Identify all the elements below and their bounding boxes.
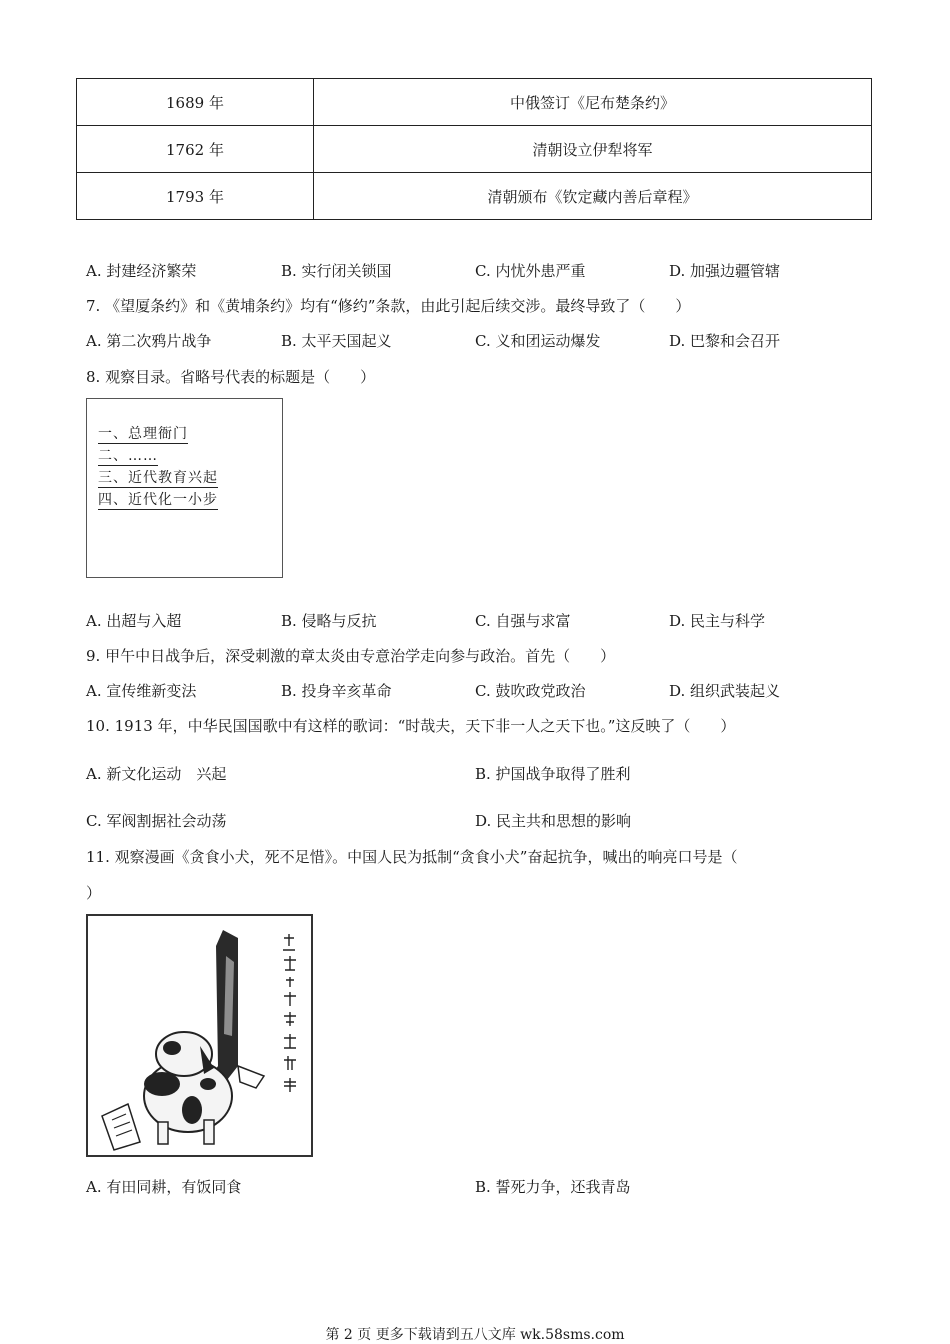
handwritten-caption [283,934,296,1092]
q6-option-c[interactable]: C. 内忧外患严重 [475,262,586,280]
q9-stem: 9. 甲午中日战争后，深受刺激的章太炎由专意治学走向参与政治。首先（ ） [86,647,616,665]
flag-shape [238,1066,264,1088]
dog-eye-patch [163,1041,181,1055]
q7-stem: 7. 《望厦条约》和《黄埔条约》均有“修约”条款，由此引起后续交涉。最终导致了（ ） [86,297,691,315]
q11-stem: 11. 观察漫画《贪食小犬，死不足惜》。中国人民为抵制“贪食小犬”奋起抗争，喊出的响亮口号是（ [86,848,738,866]
dog-spot [182,1096,202,1124]
q10-stem: 10. 1913 年，中华民国国歌中有这样的歌词：“时哉夫，天下非一人之天下也。”这反映了（ ） [86,717,736,735]
year-cell: 1689 年 [77,79,314,126]
q8-option-d[interactable]: D. 民主与科学 [669,612,766,630]
event-cell: 清朝颁布《钦定藏内善后章程》 [314,173,872,220]
dog-spot [200,1078,216,1090]
page-footer: 第 2 页 更多下载请到五八文库 wk.58sms.com [325,1327,625,1343]
events-table [76,78,872,220]
toc-item: 二、…… [98,448,158,464]
q11-option-a[interactable]: A. 有田同耕，有饭同食 [86,1178,242,1196]
table-of-contents-image [86,398,283,578]
year-cell: 1793 年 [77,173,314,220]
document-paper [102,1104,140,1150]
q7-option-c[interactable]: C. 义和团运动爆发 [475,332,601,350]
q6-option-a[interactable]: A. 封建经济繁荣 [86,262,197,280]
table-row [77,79,872,126]
cartoon-image [86,914,313,1157]
dog-leg [204,1120,214,1144]
q11-option-b[interactable]: B. 誓死力争，还我青岛 [475,1178,631,1196]
event-cell: 中俄签订《尼布楚条约》 [314,79,872,126]
toc-item: 三、近代教育兴起 [98,470,218,486]
q8-stem: 8. 观察目录。省略号代表的标题是（ ） [86,368,376,386]
q8-option-c[interactable]: C. 自强与求富 [475,612,571,630]
q9-option-c[interactable]: C. 鼓吹政党政治 [475,682,586,700]
table-row [77,173,872,220]
q6-option-b[interactable]: B. 实行闭关锁国 [281,262,392,280]
q8-option-a[interactable]: A. 出超与入超 [86,612,182,630]
q10-option-a[interactable]: A. 新文化运动 兴起 [86,765,227,783]
q11-stem-continued: ） [86,884,102,902]
toc-item: 四、近代化一小步 [98,492,218,508]
q10-option-b[interactable]: B. 护国战争取得了胜利 [475,765,631,783]
q10-option-c[interactable]: C. 军阀割据社会动荡 [86,812,227,830]
q7-option-d[interactable]: D. 巴黎和会召开 [669,332,781,350]
q9-option-a[interactable]: A. 宣传维新变法 [86,682,197,700]
year-cell: 1762 年 [77,126,314,173]
q10-option-d[interactable]: D. 民主共和思想的影响 [475,812,632,830]
q8-option-b[interactable]: B. 侵略与反抗 [281,612,377,630]
dog-leg [158,1122,168,1144]
table-row [77,126,872,173]
cartoon-drawing [88,916,311,1155]
q9-option-d[interactable]: D. 组织武装起义 [669,682,781,700]
q7-option-a[interactable]: A. 第二次鸦片战争 [86,332,212,350]
q9-option-b[interactable]: B. 投身辛亥革命 [281,682,392,700]
event-cell: 清朝设立伊犁将军 [314,126,872,173]
q6-option-d[interactable]: D. 加强边疆管辖 [669,262,781,280]
q7-option-b[interactable]: B. 太平天国起义 [281,332,392,350]
toc-item: 一、总理衙门 [98,426,188,442]
